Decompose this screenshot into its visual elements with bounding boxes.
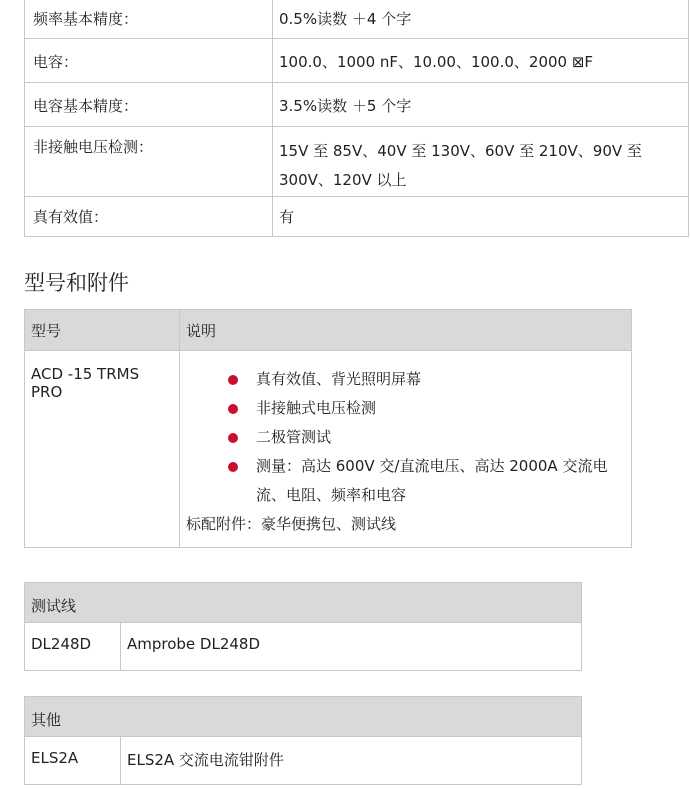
spec-row-capacitance bbox=[25, 39, 689, 83]
header-model: 型号 bbox=[25, 310, 180, 351]
leads-header: 测试线 bbox=[25, 583, 582, 623]
spec-row-true-rms bbox=[25, 197, 689, 237]
spec-row-cap-accuracy bbox=[25, 83, 689, 127]
section-title: 型号和附件 bbox=[24, 271, 129, 295]
models-table bbox=[24, 309, 632, 548]
test-leads-table bbox=[24, 582, 582, 671]
spec-label: 频率基本精度： bbox=[25, 0, 273, 39]
leads-row bbox=[25, 623, 582, 671]
model-description bbox=[180, 351, 632, 548]
feature-text: 二极管测试 bbox=[256, 428, 332, 446]
spec-label: 电容基本精度： bbox=[25, 83, 273, 127]
spec-value: 100.0、1000 nF、10.00、100.0、2000 ⊠F bbox=[273, 39, 689, 83]
spec-value: 有 bbox=[273, 197, 689, 237]
spec-table bbox=[24, 0, 689, 237]
spec-label: 电容： bbox=[25, 39, 273, 83]
spec-row-freq-accuracy bbox=[25, 0, 689, 39]
feature-list bbox=[186, 365, 625, 510]
spec-value: 3.5%读数 ＋5 个字 bbox=[273, 83, 689, 127]
spec-value: 15V 至 85V、40V 至 130V、60V 至 210V、90V 至 300V、120V 以上 bbox=[273, 127, 689, 197]
spec-label: 真有效值： bbox=[25, 197, 273, 237]
leads-header-row bbox=[25, 583, 582, 623]
other-description: ELS2A 交流电流钳附件 bbox=[121, 737, 582, 785]
feature-text: 真有效值、背光照明屏幕 bbox=[256, 370, 422, 388]
bullet-icon bbox=[228, 433, 238, 443]
other-header-row bbox=[25, 697, 582, 737]
leads-code: DL248D bbox=[25, 623, 121, 671]
other-table bbox=[24, 696, 582, 785]
feature-text: 非接触式电压检测 bbox=[256, 399, 377, 417]
feature-item bbox=[228, 423, 625, 452]
spec-label: 非接触电压检测： bbox=[25, 127, 273, 197]
standard-accessories: 标配附件：豪华便携包、测试线 bbox=[186, 515, 397, 533]
bullet-icon bbox=[228, 404, 238, 414]
feature-item bbox=[228, 394, 625, 423]
spec-row-ncv bbox=[25, 127, 689, 197]
models-header-row bbox=[25, 310, 632, 351]
feature-item bbox=[228, 452, 625, 510]
leads-description: Amprobe DL248D bbox=[121, 623, 582, 671]
bullet-icon bbox=[228, 462, 238, 472]
other-code: ELS2A bbox=[25, 737, 121, 785]
header-description: 说明 bbox=[180, 310, 632, 351]
other-header: 其他 bbox=[25, 697, 582, 737]
feature-item bbox=[228, 365, 625, 394]
model-row bbox=[25, 351, 632, 548]
other-row bbox=[25, 737, 582, 785]
spec-value: 0.5%读数 ＋4 个字 bbox=[273, 0, 689, 39]
feature-text: 测量：高达 600V 交/直流电压、高达 2000A 交流电流、电阻、频率和电容 bbox=[256, 457, 608, 504]
bullet-icon bbox=[228, 375, 238, 385]
model-name: ACD -15 TRMS PRO bbox=[25, 351, 180, 548]
